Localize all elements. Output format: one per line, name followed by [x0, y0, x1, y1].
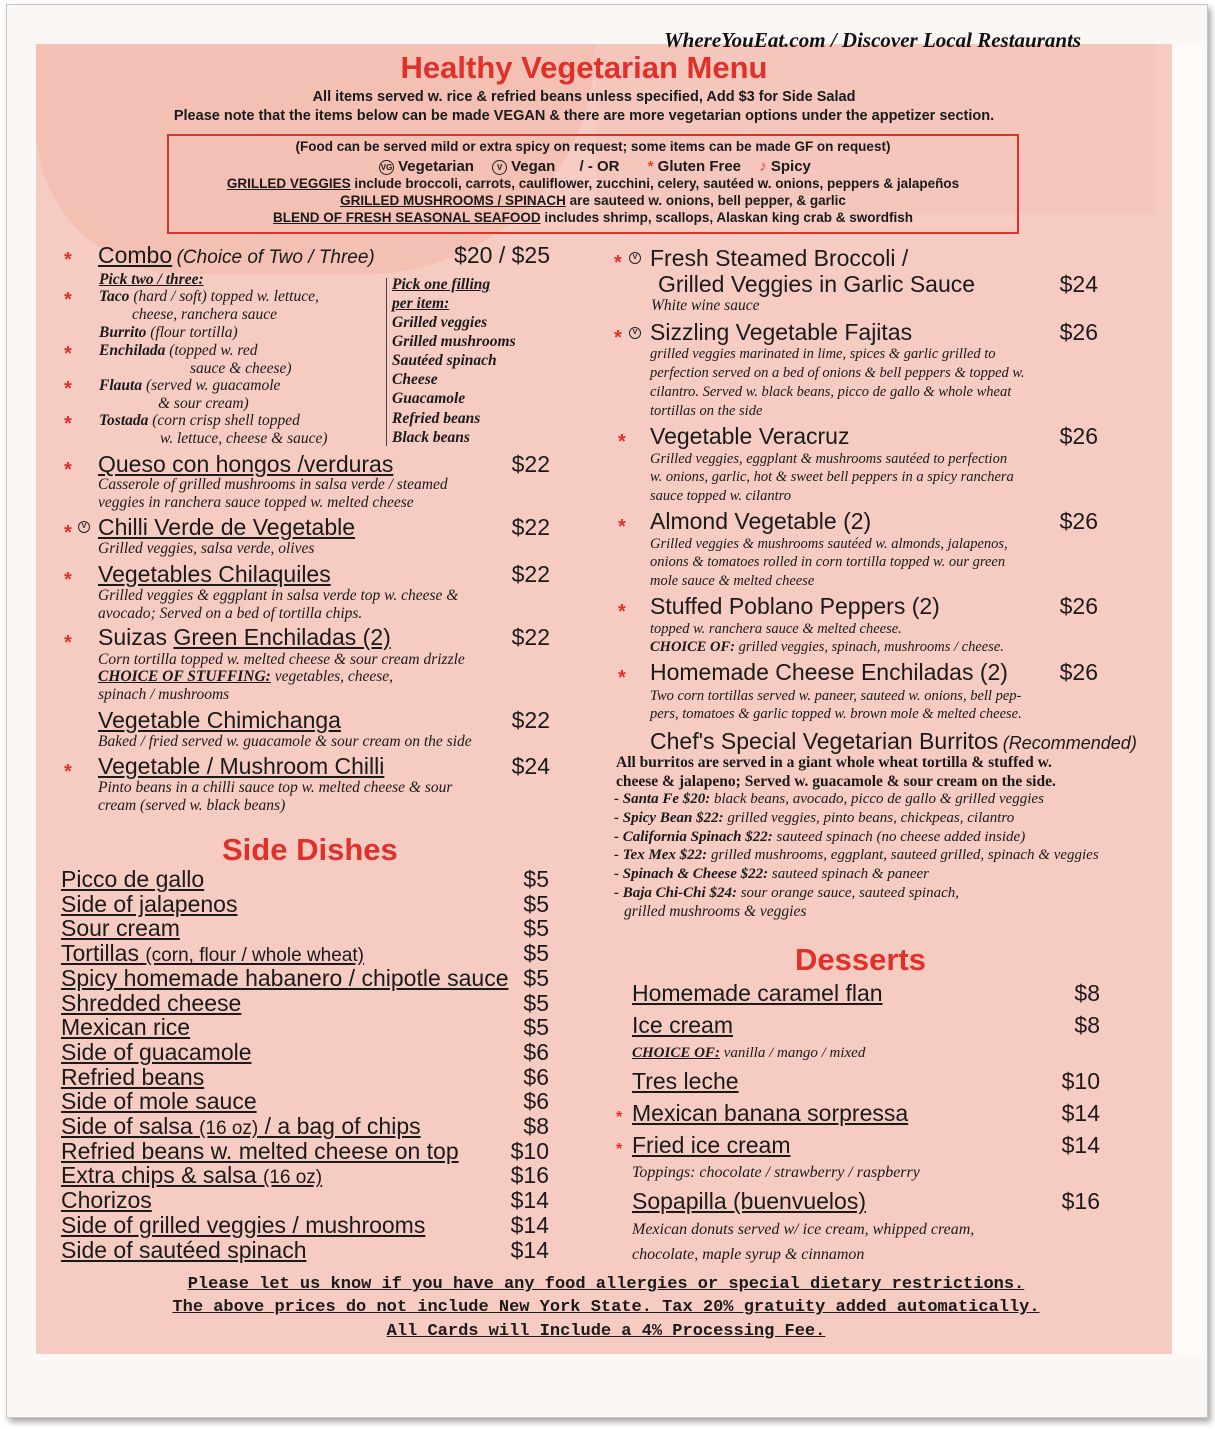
legend-seafood: [169, 210, 1017, 225]
icecream-choice: [632, 1044, 865, 1063]
filling-item: Refried beans: [392, 410, 481, 427]
burrito-name: - California Spinach $22:: [614, 828, 773, 845]
combo-item-name: Burrito: [99, 324, 147, 341]
burritos-intro: All burritos are served in a giant whole wheat tortilla & stuffed w.: [616, 754, 1052, 771]
combo-item-tostada-desc2: w. lettuce, cheese & sauce): [160, 430, 328, 447]
menu-item-price: $26: [1059, 423, 1098, 449]
menu-item-desc: grilled veggies marinated in lime, spices & garlic grilled to: [650, 346, 996, 362]
menu-item-name: Queso con hongos /verduras: [98, 451, 394, 477]
gluten-free-star-icon: *: [614, 252, 622, 274]
side-dish-label-2: / a bag of chips: [264, 1113, 421, 1139]
side-dish-name: [61, 1088, 257, 1115]
grilled-veggies-title: GRILLED VEGGIES: [226, 176, 351, 191]
legend-grilled-mushrooms: [169, 193, 1017, 208]
menu-item-desc: cilantro. Served w. black beans, picco de gallo & whole wheat: [650, 384, 1012, 400]
side-dish-price: $5: [523, 989, 549, 1016]
gluten-free-star-icon: *: [616, 1109, 623, 1126]
menu-item-desc: w. onions, garlic, hot & sweet bell peppers in a spicy ranchera: [650, 469, 1014, 485]
burrito-desc: sauteed spinach & paneer: [771, 866, 929, 883]
menu-item-desc: cream (served w. black beans): [98, 797, 286, 814]
gluten-free-star-icon: *: [64, 569, 72, 591]
burritos-title-text: Chef's Special Vegetarian Burritos: [650, 728, 999, 754]
gluten-free-star-icon: *: [64, 249, 72, 271]
side-dish-note: (16 oz): [262, 1167, 323, 1189]
side-dish-name: [61, 915, 180, 942]
menu-item-desc: Grilled veggies & eggplant in salsa verde top w. cheese &: [98, 587, 459, 604]
side-dish-price: $16: [510, 1162, 549, 1189]
gluten-free-star-icon: *: [64, 632, 72, 654]
gluten-free-star-icon: *: [616, 1141, 623, 1158]
legend-vegan: Vegan: [511, 158, 556, 175]
side-dish-label: Sour cream: [61, 915, 180, 942]
burrito-name: - Spicy Bean $22:: [614, 809, 724, 826]
menu-item-name-prefix: Suizas: [98, 624, 174, 650]
combo-item-burrito: [99, 324, 238, 343]
combo-item-desc: (served w. guacamole: [145, 377, 281, 394]
side-dish-price: $6: [523, 1063, 549, 1090]
menu-item-name: Vegetable Veracruz: [650, 423, 850, 449]
burrito-desc: black beans, avocado, picco de gallo & grilled veggies: [714, 791, 1044, 807]
combo-item-taco-desc2: cheese, ranchera sauce: [132, 306, 278, 323]
side-dish-label: Side of grilled veggies / mushrooms: [61, 1211, 426, 1238]
menu-item-desc: sauce topped w. cilantro: [650, 488, 791, 504]
gluten-free-star-icon: *: [64, 761, 72, 783]
side-dish-name: [61, 990, 241, 1017]
menu-item-desc: Pinto beans in a chilli sauce top w. melted cheese & sour: [98, 779, 453, 796]
desserts-title: Desserts: [795, 942, 926, 977]
menu-item-desc: spinach / mushrooms: [98, 686, 230, 703]
combo-name: Combo: [98, 242, 173, 268]
menu-item-price: $24: [1059, 271, 1098, 297]
menu-item-name: Vegetable Chimichanga: [98, 707, 341, 733]
dessert-name: Mexican banana sorpressa: [632, 1100, 909, 1126]
menu-item-name-line2: Grilled Veggies in Garlic Sauce: [658, 271, 976, 297]
dessert-price: $8: [1074, 980, 1100, 1006]
gluten-free-star-icon: *: [64, 343, 72, 365]
side-dish-name: [61, 1014, 190, 1041]
menu-item-name: Almond Vegetable (2): [650, 508, 872, 534]
side-dish-name: [61, 1064, 204, 1091]
combo-item-taco: [99, 288, 319, 307]
combo-item-name: Flauta: [99, 377, 143, 394]
menu-item-name: Vegetable / Mushroom Chilli: [98, 753, 385, 779]
side-dish-note: (corn, flour / whole wheat): [145, 945, 364, 967]
gluten-free-star-icon: *: [614, 327, 622, 349]
combo-note: (Choice of Two / Three): [176, 247, 375, 268]
burrito-desc: grilled veggies, pinto beans, chickpeas, cilantro: [727, 809, 1015, 826]
vegan-icon: V: [78, 521, 90, 533]
combo-item-name: Enchilada: [99, 342, 166, 359]
fried-ice-cream-toppings: Toppings: chocolate / strawberry / raspberry: [632, 1164, 920, 1181]
combo-title: [98, 242, 375, 269]
grilled-mushrooms-title: GRILLED MUSHROOMS / SPINACH: [340, 193, 566, 208]
legend-box: [167, 134, 1019, 234]
dessert-name: Ice cream: [632, 1012, 733, 1038]
menu-item-price: $22: [511, 514, 550, 540]
gluten-free-star-icon: *: [64, 289, 72, 311]
spicy-pepper-icon: ♪: [759, 158, 767, 175]
side-dish-name: [61, 1212, 425, 1239]
gluten-free-star-icon: *: [647, 158, 654, 175]
combo-item-name: Taco: [99, 288, 130, 305]
side-dish-label: Refried beans w. melted cheese on top: [61, 1137, 459, 1164]
filling-item: Grilled mushrooms: [392, 333, 516, 350]
filling-item: Black beans: [392, 429, 470, 446]
menu-item-desc: Casserole of grilled mushrooms in salsa verde / steamed: [98, 476, 448, 493]
footer-card-fee: All Cards will Include a 4% Processing Fee.: [386, 1322, 826, 1341]
side-dish-label: Mexican rice: [61, 1014, 191, 1041]
seafood-text: includes shrimp, scallops, Alaskan king crab & swordfish: [544, 210, 913, 225]
dessert-name: Sopapilla (buenvuelos): [632, 1188, 866, 1214]
menu-item-name: Fresh Steamed Broccoli /: [650, 245, 909, 271]
combo-item-tostada: [99, 412, 300, 431]
side-dish-price: $5: [523, 964, 549, 991]
burritos-intro: cheese & jalapeno; Served w. guacamole & sour cream on the side.: [616, 773, 1056, 790]
side-dish-label: Side of sautéed spinach: [61, 1236, 307, 1263]
menu-item-price: $26: [1059, 508, 1098, 534]
menu-item-desc: mole sauce & melted cheese: [650, 573, 815, 589]
gluten-free-star-icon: *: [618, 601, 626, 623]
side-dish-name: [61, 1237, 307, 1264]
menu-item-desc: veggies in ranchera sauce topped w. melted cheese: [98, 494, 414, 511]
menu-item-choice: [98, 668, 393, 687]
page-edge: [1172, 44, 1202, 1354]
menu-item-desc: White wine sauce: [651, 297, 760, 314]
menu-item-desc: Baked / fried served w. guacamole & sour cream on the side: [98, 733, 472, 750]
burrito-item: [614, 790, 1044, 809]
side-dish-price: $14: [510, 1236, 549, 1263]
side-dish-price: $5: [523, 915, 549, 942]
combo-item-desc: (topped w. red: [169, 342, 258, 359]
side-dish-label: Side of guacamole: [61, 1038, 252, 1065]
menu-item-name-main: Green Enchiladas (2): [173, 624, 391, 650]
filling-item: Sautéed spinach: [392, 352, 497, 369]
dessert-price: $14: [1061, 1132, 1100, 1158]
sopapilla-desc: chocolate, maple syrup & cinnamon: [632, 1246, 865, 1263]
menu-item-price: $26: [1059, 593, 1098, 619]
burrito-name: - Baja Chi-Chi $24:: [614, 885, 737, 901]
burrito-item: [614, 809, 1014, 828]
choice-text: vegetables, cheese,: [274, 668, 394, 685]
menu-item-desc: Grilled veggies, eggplant & mushrooms sautéed to perfection: [650, 451, 1008, 467]
dessert-name: Tres leche: [632, 1068, 739, 1094]
grilled-mushrooms-text: are sauteed w. onions, bell pepper, & garlic: [569, 193, 846, 208]
choice-text: vanilla / mango / mixed: [723, 1045, 866, 1061]
dessert-price: $10: [1061, 1068, 1100, 1094]
sopapilla-desc: Mexican donuts served w/ ice cream, whipped cream,: [632, 1221, 975, 1238]
side-dish-label: Shredded cheese: [61, 989, 242, 1016]
choice-label: CHOICE OF STUFFING:: [98, 668, 271, 685]
dessert-name: Homemade caramel flan: [632, 980, 883, 1006]
filling-title-2: per item:: [392, 295, 450, 312]
side-dish-price: $14: [510, 1187, 549, 1214]
menu-item-desc: tortillas on the side: [650, 403, 763, 419]
side-dish-label: Spicy homemade habanero / chipotle sauce: [61, 964, 509, 991]
menu-item-desc: perfection served on a bed of onions & bell peppers & topped w.: [650, 365, 1025, 381]
filling-item: Grilled veggies: [392, 314, 488, 331]
burritos-title: [650, 728, 1137, 755]
legend-vegetarian: Vegetarian: [398, 158, 474, 175]
legend-grilled-veggies: [169, 176, 1017, 191]
burrito-item: [614, 846, 1099, 865]
side-dish-name: [61, 1162, 322, 1189]
burrito-item: [614, 884, 959, 903]
side-dish-name: [61, 1138, 459, 1165]
side-dish-note: (16 oz): [199, 1118, 259, 1139]
combo-item-desc: (flour tortilla): [150, 324, 238, 341]
side-dish-name: [61, 1113, 421, 1140]
side-dish-price: $5: [523, 1014, 549, 1041]
combo-item-name: Tostada: [99, 412, 149, 429]
footer-allergy-note: Please let us know if you have any food allergies or special dietary restrictions.: [187, 1275, 1025, 1294]
vegan-icon: V: [629, 327, 641, 339]
combo-pick-title: Pick two / three:: [99, 271, 204, 288]
vegan-icon: V: [492, 160, 507, 175]
menu-item-desc: avocado; Served on a bed of tortilla chips.: [98, 605, 363, 622]
side-dish-name: [61, 1039, 252, 1066]
menu-item-price: $24: [511, 753, 550, 779]
menu-item-name: Homemade Cheese Enchiladas (2): [650, 659, 1008, 685]
gluten-free-star-icon: *: [618, 516, 626, 538]
grilled-veggies-text: include broccoli, carrots, cauliflower, zucchini, celery, sautéed w. onions, peppers & jalapeños: [354, 176, 960, 191]
burrito-name: - Tex Mex $22:: [614, 847, 708, 864]
burrito-last-line: grilled mushrooms & veggies: [624, 903, 807, 920]
side-dish-price: $5: [523, 890, 549, 917]
burrito-desc: sour orange sauce, sauteed spinach,: [740, 885, 959, 901]
gluten-free-star-icon: *: [64, 459, 72, 481]
side-dish-label: Refried beans: [61, 1063, 205, 1090]
side-dish-label: Side of mole sauce: [61, 1088, 257, 1115]
burrito-desc: grilled mushrooms, eggplant, sauteed grilled, spinach & veggies: [710, 847, 1099, 864]
burrito-name: - Santa Fe $20:: [614, 791, 711, 807]
menu-item-desc: Corn tortilla topped w. melted cheese & sour cream drizzle: [98, 651, 465, 668]
gluten-free-star-icon: *: [64, 413, 72, 435]
legend-line-1: (Food can be served mild or extra spicy on request; some items can be made GF on request): [295, 139, 891, 154]
menu-item-desc: Two corn tortillas served w. paneer, sauteed w. onions, bell pep-: [650, 688, 1022, 704]
side-dish-name: [61, 866, 204, 893]
combo-item-flauta: [99, 377, 280, 396]
side-dish-price: $10: [510, 1137, 549, 1164]
seafood-title: BLEND OF FRESH SEASONAL SEAFOOD: [273, 210, 541, 225]
menu-item-desc: onions & tomatoes rolled in corn tortilla topped w. our green: [650, 554, 1006, 570]
combo-item-desc: (hard / soft) topped w. lettuce,: [133, 288, 319, 305]
burrito-name: - Spinach & Cheese $22:: [614, 866, 769, 883]
header-line-2: Please note that the items below can be made VEGAN & there are more vegetarian options under the appetizer section.: [173, 108, 995, 124]
gluten-free-star-icon: *: [64, 522, 72, 544]
menu-title: Healthy Vegetarian Menu: [400, 50, 768, 85]
side-dish-price: $5: [523, 866, 549, 892]
menu-item-name: Chilli Verde de Vegetable: [98, 514, 356, 540]
side-dish-label: Side of jalapenos: [61, 890, 238, 917]
menu-item-price: $22: [511, 561, 550, 587]
filling-title-1: Pick one filling: [392, 276, 491, 293]
choice-label: CHOICE OF:: [632, 1045, 720, 1061]
footer-tax-note: The above prices do not include New York State. Tax 20% gratuity added automatically.: [172, 1298, 1040, 1317]
side-dish-name: [61, 965, 509, 992]
gluten-free-star-icon: *: [64, 378, 72, 400]
menu-item-name: Vegetables Chilaquiles: [98, 561, 331, 587]
side-dish-price: $5: [523, 940, 549, 967]
side-dish-name: [61, 891, 237, 918]
side-dishes-title: Side Dishes: [222, 832, 398, 867]
menu-item-desc: topped w. ranchera sauce & melted cheese.: [650, 621, 902, 637]
header-line-1: All items served w. rice & refried beans unless specified, Add $3 for Side Salad: [312, 89, 856, 105]
dessert-price: $14: [1061, 1100, 1100, 1126]
legend-gluten-free: Gluten Free: [657, 158, 742, 175]
burrito-desc: sauteed spinach (no cheese added inside): [776, 828, 1026, 845]
menu-item-name: [98, 624, 391, 651]
burritos-note: (Recommended): [1002, 733, 1137, 753]
side-dish-label: Picco de gallo: [61, 866, 205, 892]
menu-item-desc: Grilled veggies & mushrooms sautéed w. almonds, jalapenos,: [650, 536, 1008, 552]
dessert-name: Fried ice cream: [632, 1132, 791, 1158]
filling-item: Cheese: [392, 371, 438, 388]
side-dish-name: [61, 1187, 152, 1214]
menu-item-price: $22: [511, 624, 550, 650]
vegan-icon: V: [629, 252, 641, 264]
menu-item-desc: Grilled veggies, salsa verde, olives: [98, 540, 315, 557]
menu-item-price: $26: [1059, 659, 1098, 685]
choice-label: CHOICE OF:: [650, 639, 736, 655]
watermark: WhereYouEat.com / Discover Local Restaurants: [664, 28, 1082, 52]
legend-or: / - OR: [579, 158, 620, 175]
menu-item-desc: pers, tomatoes & garlic topped w. brown mole & melted cheese.: [650, 706, 1022, 722]
choice-text: grilled veggies, spinach, mushrooms / cheese.: [738, 639, 1004, 655]
legend-spicy: Spicy: [770, 158, 811, 175]
menu-item-name: Sizzling Vegetable Fajitas: [650, 319, 913, 345]
menu-item-price: $22: [511, 451, 550, 477]
filling-item: Guacamole: [392, 390, 466, 407]
gluten-free-star-icon: *: [618, 667, 626, 689]
dessert-price: $8: [1074, 1012, 1100, 1038]
dessert-price: $16: [1061, 1188, 1100, 1214]
side-dish-price: $6: [523, 1088, 549, 1115]
side-dish-label: Side of salsa: [61, 1113, 193, 1139]
side-dish-price: $14: [510, 1211, 549, 1238]
burrito-item: [614, 865, 929, 884]
combo-divider: [386, 278, 387, 446]
combo-item-flauta-desc2: & sour cream): [158, 395, 249, 412]
side-dish-price: $8: [523, 1113, 549, 1139]
side-dish-label: Tortillas: [61, 940, 139, 967]
side-dish-label: Extra chips & salsa: [61, 1162, 257, 1189]
menu-item-name: Stuffed Poblano Peppers (2): [650, 593, 940, 619]
combo-item-desc: (corn crisp shell topped: [152, 412, 300, 429]
side-dish-price: $6: [523, 1038, 549, 1065]
combo-item-enchilada: [99, 342, 257, 361]
menu-item-price: $26: [1059, 319, 1098, 345]
menu-item-price: $22: [511, 707, 550, 733]
legend-symbols: [169, 158, 1017, 175]
side-dish-label: Chorizos: [61, 1187, 152, 1214]
combo-price: $20 / $25: [454, 242, 550, 268]
menu-item-choice: [650, 638, 1004, 657]
combo-item-enchilada-desc2: sauce & cheese): [190, 360, 292, 377]
burrito-item: [614, 828, 1025, 847]
vegetarian-icon: VG: [379, 160, 394, 175]
gluten-free-star-icon: *: [618, 431, 626, 453]
side-dish-name: [61, 940, 364, 967]
